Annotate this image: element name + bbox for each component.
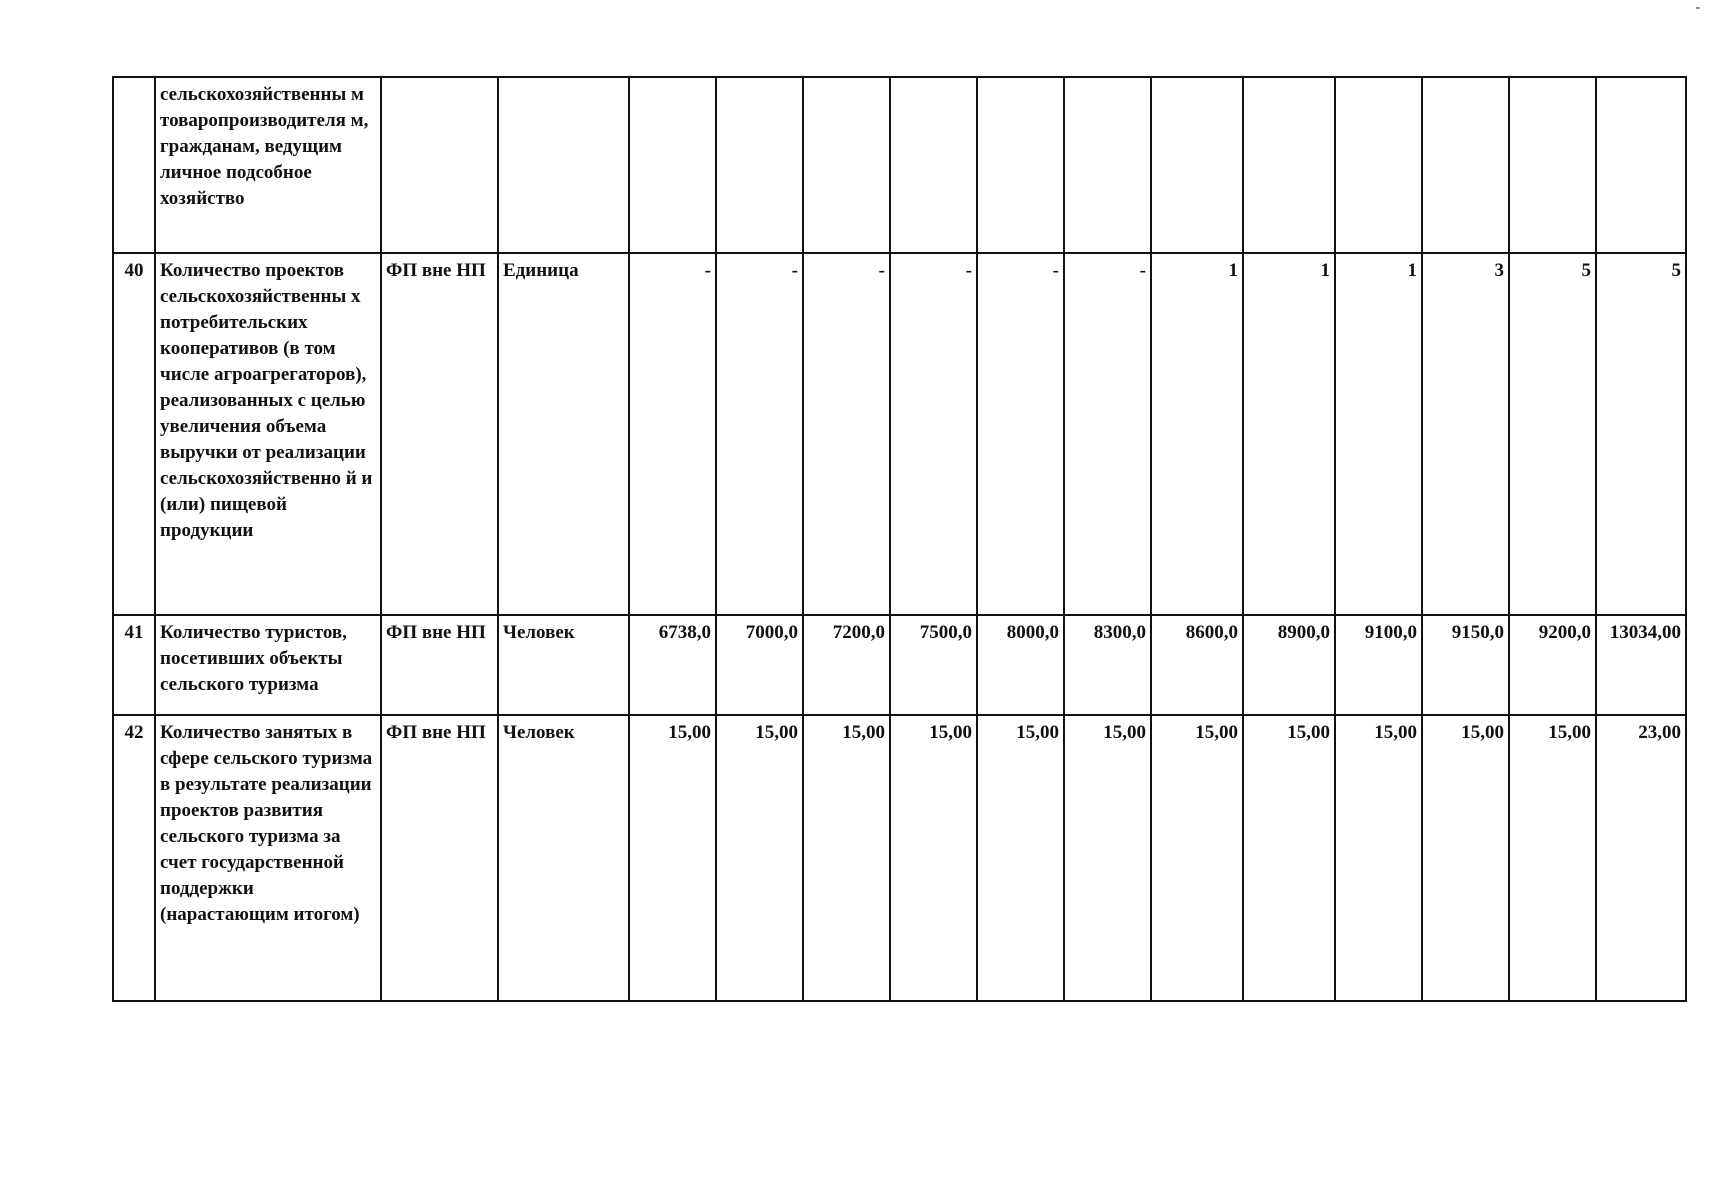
value-cell: - (977, 253, 1064, 615)
value-cell: 15,00 (629, 715, 716, 1001)
value-cell: 15,00 (890, 715, 977, 1001)
value-cell: 5 (1596, 253, 1686, 615)
value-cell (890, 77, 977, 253)
row-number: 42 (113, 715, 155, 1001)
indicator-name: сельскохозяйственны м товаропроизводителя м, гражданам, ведущим личное подсобное хозяйство (155, 77, 381, 253)
unit-cell: Человек (498, 715, 629, 1001)
value-cell: 6738,0 (629, 615, 716, 715)
value-cell: 7200,0 (803, 615, 890, 715)
value-cell (1422, 77, 1509, 253)
value-cell: 15,00 (1509, 715, 1596, 1001)
indicator-type: ФП вне НП (381, 715, 498, 1001)
value-cell: 7500,0 (890, 615, 977, 715)
indicators-table (112, 76, 1687, 1002)
unit-cell: Человек (498, 615, 629, 715)
value-cell: 15,00 (977, 715, 1064, 1001)
value-cell: - (716, 253, 803, 615)
value-cell (803, 77, 890, 253)
value-cell: 15,00 (1064, 715, 1151, 1001)
value-cell: 8300,0 (1064, 615, 1151, 715)
value-cell (1243, 77, 1335, 253)
value-cell: 9200,0 (1509, 615, 1596, 715)
indicator-type: ФП вне НП (381, 253, 498, 615)
indicator-name: Количество проектов сельскохозяйственны х потребительских кооперативов (в том числе агроагрегаторов), реализованных с целью увеличения объема выручки от реализации сельскохозяйственно й и (или) пищевой продукции (155, 253, 381, 615)
row-number: 40 (113, 253, 155, 615)
value-cell: 1 (1243, 253, 1335, 615)
value-cell (1596, 77, 1686, 253)
value-cell: 23,00 (1596, 715, 1686, 1001)
value-cell: - (803, 253, 890, 615)
value-cell: 15,00 (1335, 715, 1422, 1001)
table-row (113, 253, 1686, 615)
value-cell: 9100,0 (1335, 615, 1422, 715)
value-cell: 8000,0 (977, 615, 1064, 715)
value-cell: - (629, 253, 716, 615)
indicator-name: Количество туристов, посетивших объекты сельского туризма (155, 615, 381, 715)
value-cell (1064, 77, 1151, 253)
row-number (113, 77, 155, 253)
value-cell: 1 (1335, 253, 1422, 615)
page-mark: - (1695, 0, 1700, 15)
value-cell: 15,00 (803, 715, 890, 1001)
value-cell: 15,00 (716, 715, 803, 1001)
value-cell (977, 77, 1064, 253)
value-cell: 1 (1151, 253, 1243, 615)
value-cell: 3 (1422, 253, 1509, 615)
row-number: 41 (113, 615, 155, 715)
value-cell (1509, 77, 1596, 253)
value-cell: 8600,0 (1151, 615, 1243, 715)
value-cell: 15,00 (1151, 715, 1243, 1001)
table-row (113, 715, 1686, 1001)
value-cell (629, 77, 716, 253)
value-cell: 7000,0 (716, 615, 803, 715)
value-cell: - (1064, 253, 1151, 615)
indicator-type: ФП вне НП (381, 615, 498, 715)
value-cell: 8900,0 (1243, 615, 1335, 715)
value-cell: 15,00 (1422, 715, 1509, 1001)
value-cell (1151, 77, 1243, 253)
table-row (113, 615, 1686, 715)
value-cell: 5 (1509, 253, 1596, 615)
table-row (113, 77, 1686, 253)
indicator-name: Количество занятых в сфере сельского туризма в результате реализации проектов развития сельского туризма за счет государственной поддержки (нарастающим итогом) (155, 715, 381, 1001)
unit-cell: Единица (498, 253, 629, 615)
value-cell (716, 77, 803, 253)
value-cell (1335, 77, 1422, 253)
value-cell: 15,00 (1243, 715, 1335, 1001)
unit-cell (498, 77, 629, 253)
value-cell: 9150,0 (1422, 615, 1509, 715)
indicator-type (381, 77, 498, 253)
value-cell: 13034,00 (1596, 615, 1686, 715)
value-cell: - (890, 253, 977, 615)
